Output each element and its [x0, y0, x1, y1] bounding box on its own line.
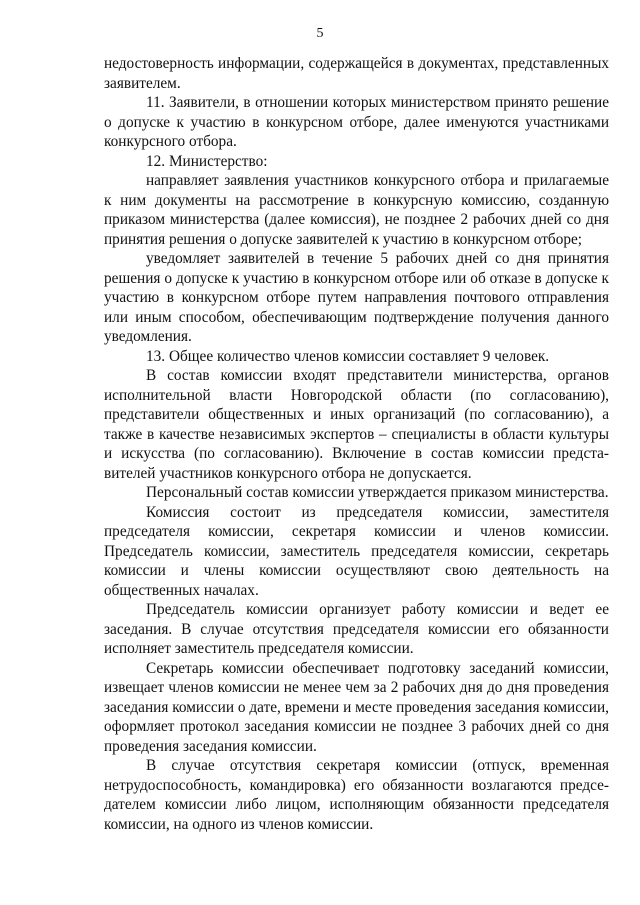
page-number: 5 [316, 26, 324, 41]
paragraph-12-sends-applications: направляет заявления участников конкурсного отбора и прилагаемые к ним документы на рассмотрение в конкурсную комиссию, созданную приказом министерства (далее комиссия), не позднее 2 рабочих дней со дня принятия решения о допуске заявителей к участию в конкурсном отборе; [104, 172, 609, 248]
paragraph-13-commission-size: 13. Общее количество членов комиссии составляет 9 человек. [146, 347, 550, 365]
paragraph-continuation: недостоверность информации, содержащейся в документах, представленных заявителем. [104, 55, 609, 92]
paragraph-secretary-duties: Секретарь комиссии обеспечивает подготовку заседаний комиссии, извещает членов комиссии не менее чем за 2 рабочих дня до дня проведения заседания комиссии о дате, времени и месте проведения заседания комиссии, оформляет протокол заседания комиссии не позднее 3 рабочих дней со дня проведения заседания комиссии. [104, 659, 609, 755]
paragraph-12-ministry: 12. Министерство: [146, 152, 268, 170]
paragraph-chairman-duties: Председатель комиссии организует работу комиссии и ведет ее заседания. В случае отсутствия председателя комиссии его обязанности исполняет заместитель председателя комиссии. [104, 601, 609, 657]
paragraph-commission-composition: В состав комиссии входят представители министерства, органов исполнительной власти Новгородской области (по согласованию), представители общественных и иных организаций (по согласованию), а также в качестве независимых экспертов – специалисты в области культуры и искусства (по согласованию). Включение в состав комиссии представителей участников конкурсного отбора не допускается. [104, 367, 609, 482]
paragraph-secretary-absence: В случае отсутствия секретаря комиссии (отпуск, временная нетрудоспособность, командировка) его обязанности возлагаются председателем комиссии либо лицом, исполняющим обязанности председателя комиссии, на одного из членов комиссии. [104, 757, 609, 833]
document-body [104, 54, 609, 834]
paragraph-12-notifies-applicants: уведомляет заявителей в течение 5 рабочих дней со дня принятия решения о допуске к участию в конкурсном отборе или об отказе в допуске к участию в конкурсном отборе путем направления почтового отправления или иным способом, обеспечивающим подтверждение получения данного уведомления. [104, 250, 609, 345]
paragraph-personal-composition: Персональный состав комиссии утверждается приказом министерства. [146, 484, 609, 501]
paragraph-11-participants: 11. Заявители, в отношении которых министерством принято решение о допуске к участию в конкурсном отборе, далее именуются участниками конкурсного отбора. [104, 94, 609, 150]
paragraph-commission-structure: Комиссия состоит из председателя комиссии, заместителя председателя комиссии, секретаря комиссии и членов комиссии. Председатель комиссии, заместитель председателя комиссии, секретарь комиссии и члены комиссии осуществляют свою деятельность на общественных началах. [104, 503, 609, 599]
